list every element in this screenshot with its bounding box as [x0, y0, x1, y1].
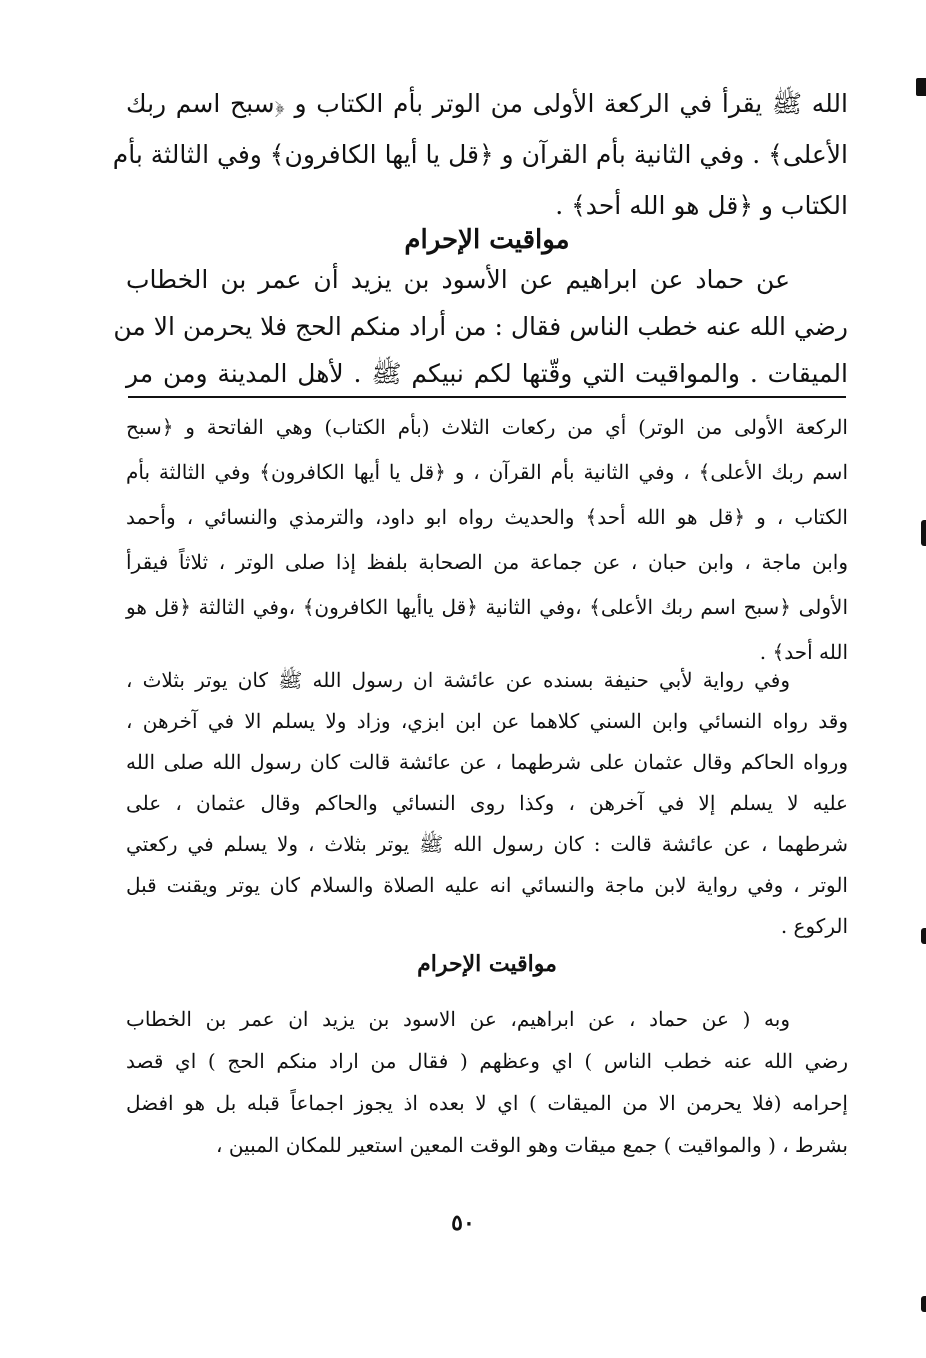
text-line: ورواه الحاكم وقال عثمان على شرطهما ، عن عائشة قالت كان رسول الله صلى الله: [126, 750, 848, 774]
commentary-block: [126, 660, 848, 947]
text-line: رضي الله عنه خطب الناس فقال : من أراد منكم الحج فلا يحرمن الا من: [113, 312, 848, 341]
section-divider: [128, 396, 846, 398]
text-line: شرطهما ، عن عائشة قالت : كان رسول الله ﷺ يوتر بثلاث ، ولا يسلم في ركعتي: [126, 832, 848, 856]
text-line: عليه لا يسلم إلا في آخرهن ، وكذا روى النسائي والحاكم وقال عثمان ، على: [126, 791, 848, 815]
main-text-opening: [112, 78, 848, 231]
text-line: الأولى ﴿سبح اسم ربك الأعلى﴾ ،وفي الثانية ﴿قل ياأيها الكافرون﴾ ،وفي الثالثة ﴿قل هو: [126, 595, 848, 619]
text-line: الميقات . والمواقيت التي وقّتها لكم نبيكم ﷺ . لأهل المدينة ومن مر: [126, 359, 848, 388]
text-line: وابن ماجة ، وابن حبان ، عن جماعة من الصحابة بلفظ إذا صلى الوتر ، ثلاثاً فيقرأ: [126, 550, 848, 574]
text-line: الركعة الأولى من الوتر) أي من ركعات الثلاث (بأم الكتاب) وهي الفاتحة و ﴿سبح: [126, 415, 848, 439]
text-line: وبه ( عن حماد ، عن ابراهيم، عن الاسود بن يزيد ان عمر بن الخطاب: [126, 1007, 790, 1031]
scan-edge-mark: [921, 928, 926, 944]
scan-edge-mark: [921, 1296, 926, 1312]
text-line: اسم ربك الأعلى﴾ ، وفي الثانية بأم القرآن ، و ﴿قل يا أيها الكافرون﴾ وفي الثالثة بأم: [126, 460, 848, 484]
text-line: الكتاب و ﴿قل هو الله أحد﴾ .: [555, 191, 848, 220]
text-line: الوتر ، وفي رواية لابن ماجة والنسائي انه عليه الصلاة والسلام كان يوتر ويقنت قبل: [126, 873, 848, 897]
text-line: عن حماد عن ابراهيم عن الأسود بن يزيد أن عمر بن الخطاب: [126, 265, 790, 294]
text-line: الله ﷺ يقرأ في الركعة الأولى من الوتر بأم الكتاب و ﴿سبح اسم ربك: [126, 89, 848, 118]
scan-edge-mark: [921, 520, 926, 546]
text-line: وفي رواية لأبي حنيفة بسنده عن عائشة ان رسول الله ﷺ كان يوتر بثلاث ،: [126, 668, 790, 692]
text-line: الكتاب ، و ﴿قل هو الله أحد﴾ والحديث رواه ابو داود، والترمذي والنسائي ، وأحمد: [126, 505, 848, 529]
text-line: الله أحد﴾ .: [759, 640, 848, 664]
commentary-block: [126, 998, 848, 1166]
scan-edge-mark: [916, 78, 926, 96]
text-line: وقد رواه النسائي وابن السني كلاهما عن ابن ابزي، وزاد ولا يسلم الا في آخرهن ،: [126, 709, 848, 733]
text-line: الركوع .: [780, 914, 848, 938]
page-number: ٥٠: [451, 1210, 475, 1236]
section-heading: مواقيت الإحرام: [417, 951, 557, 977]
commentary-block: [126, 405, 848, 675]
text-line: بشرط ، ( والمواقيت ) جمع ميقات وهو الوقت المعين استعير للمكان المبين ،: [216, 1133, 848, 1157]
text-line: إحرامه (فلا يحرمن الا من الميقات ) اي لا بعده اذ يجوز اجماعاً قبله بل هو افضل: [126, 1091, 848, 1115]
section-heading: مواقيت الإحرام: [404, 225, 570, 255]
text-line: الأعلى﴾ . وفي الثانية بأم القرآن و ﴿قل يا أيها الكافرون﴾ وفي الثالثة بأم: [112, 140, 848, 169]
main-text-hadith: [113, 256, 848, 397]
text-line: رضي الله عنه خطب الناس ) اي وعظهم ( فقال من اراد منكم الحج ) اي قصد: [126, 1049, 848, 1073]
